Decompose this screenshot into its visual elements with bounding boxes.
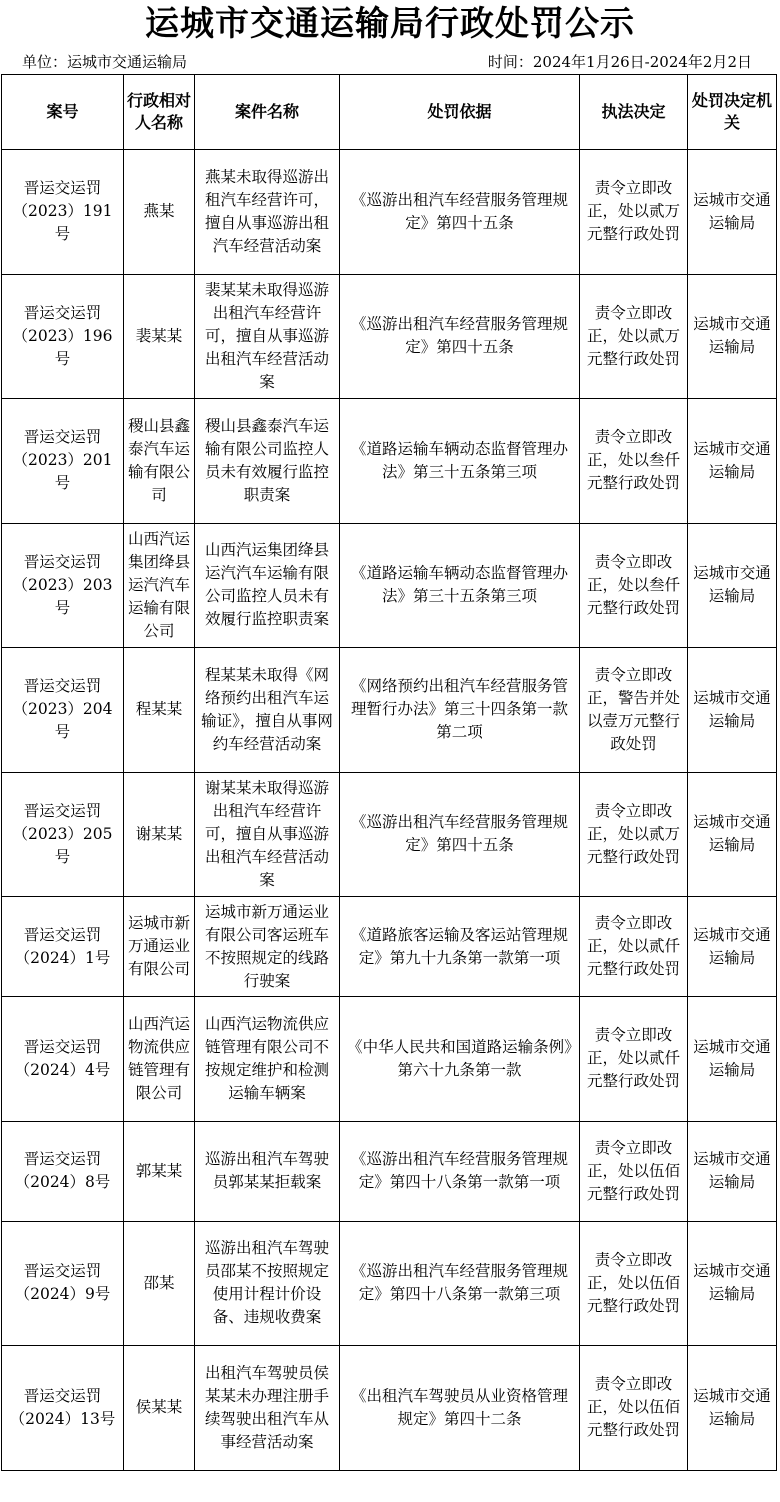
cell-case-name: 运城市新万通运业有限公司客运班车不按照规定的线路行驶案	[195, 897, 340, 997]
cell-case-no: 晋运交运罚（2023）204号	[2, 648, 124, 773]
cell-case-name: 山西汽运集团绛县运汽汽车运输有限公司监控人员未有效履行监控职责案	[195, 523, 340, 648]
cell-party: 程某某	[124, 648, 195, 773]
cell-party: 郭某某	[124, 1121, 195, 1221]
cell-authority: 运城市交通运输局	[688, 648, 777, 773]
cell-case-name: 程某某未取得《网络预约出租汽车运输证》，擅自从事网约车经营活动案	[195, 648, 340, 773]
header-party: 行政相对人名称	[124, 75, 195, 150]
page-title: 运城市交通运输局行政处罚公示	[145, 4, 635, 44]
cell-party: 邵某	[124, 1221, 195, 1346]
cell-case-name: 稷山县鑫泰汽车运输有限公司监控人员未有效履行监控职责案	[195, 399, 340, 524]
table-row	[2, 1346, 777, 1471]
cell-party: 裴某某	[124, 274, 195, 399]
cell-authority: 运城市交通运输局	[688, 997, 777, 1122]
cell-decision: 责令立即改正，处以伍佰元整行政处罚	[580, 1346, 688, 1471]
table-row	[2, 897, 777, 997]
cell-decision: 责令立即改正，警告并处以壹万元整行政处罚	[580, 648, 688, 773]
table-row	[2, 523, 777, 648]
cell-case-no: 晋运交运罚（2023）191号	[2, 150, 124, 275]
cell-decision: 责令立即改正，处以贰万元整行政处罚	[580, 150, 688, 275]
cell-case-no: 晋运交运罚（2024）4号	[2, 997, 124, 1122]
cell-decision: 责令立即改正，处以伍佰元整行政处罚	[580, 1221, 688, 1346]
table-row	[2, 150, 777, 275]
cell-case-name: 出租汽车驾驶员侯某某未办理注册手续驾驶出租汽车从事经营活动案	[195, 1346, 340, 1471]
cell-case-no: 晋运交运罚（2024）8号	[2, 1121, 124, 1221]
cell-party: 山西汽运集团绛县运汽汽车运输有限公司	[124, 523, 195, 648]
cell-decision: 责令立即改正，处以叁仟元整行政处罚	[580, 523, 688, 648]
table-row	[2, 1221, 777, 1346]
cell-party: 侯某某	[124, 1346, 195, 1471]
table-row	[2, 772, 777, 897]
cell-basis: 《中华人民共和国道路运输条例》第六十九条第一款	[340, 997, 580, 1122]
cell-decision: 责令立即改正，处以贰万元整行政处罚	[580, 772, 688, 897]
cell-basis: 《道路旅客运输及客运站管理规定》第九十九条第一款第一项	[340, 897, 580, 997]
cell-basis: 《巡游出租汽车经营服务管理规定》第四十五条	[340, 274, 580, 399]
cell-basis: 《道路运输车辆动态监督管理办法》第三十五条第三项	[340, 399, 580, 524]
cell-basis: 《道路运输车辆动态监督管理办法》第三十五条第三项	[340, 523, 580, 648]
cell-party: 山西汽运物流供应链管理有限公司	[124, 997, 195, 1122]
cell-case-name: 巡游出租汽车驾驶员邵某不按照规定使用计程计价设备、违规收费案	[195, 1221, 340, 1346]
cell-authority: 运城市交通运输局	[688, 523, 777, 648]
cell-basis: 《网络预约出租汽车经营服务管理暂行办法》第三十四条第一款第二项	[340, 648, 580, 773]
unit-label: 单位：运城市交通运输局	[22, 53, 188, 71]
cell-party: 燕某	[124, 150, 195, 275]
header-case-name: 案件名称	[195, 75, 340, 150]
cell-authority: 运城市交通运输局	[688, 897, 777, 997]
header-decision: 执法决定	[580, 75, 688, 150]
cell-decision: 责令立即改正，处以伍佰元整行政处罚	[580, 1121, 688, 1221]
cell-basis: 《出租汽车驾驶员从业资格管理规定》第四十二条	[340, 1346, 580, 1471]
cell-case-name: 燕某未取得巡游出租汽车经营许可，擅自从事巡游出租汽车经营活动案	[195, 150, 340, 275]
cell-case-no: 晋运交运罚（2023）196号	[2, 274, 124, 399]
cell-authority: 运城市交通运输局	[688, 150, 777, 275]
cell-case-name: 山西汽运物流供应链管理有限公司不按规定维护和检测运输车辆案	[195, 997, 340, 1122]
table-row	[2, 648, 777, 773]
cell-case-name: 裴某某未取得巡游出租汽车经营许可，擅自从事巡游出租汽车经营活动案	[195, 274, 340, 399]
header-authority: 处罚决定机关	[688, 75, 777, 150]
cell-case-no: 晋运交运罚（2024）13号	[2, 1346, 124, 1471]
cell-authority: 运城市交通运输局	[688, 772, 777, 897]
cell-decision: 责令立即改正，处以贰仟元整行政处罚	[580, 897, 688, 997]
cell-decision: 责令立即改正，处以贰万元整行政处罚	[580, 274, 688, 399]
cell-case-name: 谢某某未取得巡游出租汽车经营许可，擅自从事巡游出租汽车经营活动案	[195, 772, 340, 897]
cell-authority: 运城市交通运输局	[688, 1346, 777, 1471]
cell-party: 谢某某	[124, 772, 195, 897]
header-case-no: 案号	[2, 75, 124, 150]
cell-authority: 运城市交通运输局	[688, 399, 777, 524]
cell-case-no: 晋运交运罚（2023）201号	[2, 399, 124, 524]
cell-case-name: 巡游出租汽车驾驶员郭某某拒载案	[195, 1121, 340, 1221]
table-row	[2, 1121, 777, 1221]
cell-authority: 运城市交通运输局	[688, 1121, 777, 1221]
table-row	[2, 399, 777, 524]
table-row	[2, 997, 777, 1122]
penalty-table	[1, 74, 777, 1471]
cell-case-no: 晋运交运罚（2024）9号	[2, 1221, 124, 1346]
table-header-row	[2, 75, 777, 150]
cell-authority: 运城市交通运输局	[688, 274, 777, 399]
cell-basis: 《巡游出租汽车经营服务管理规定》第四十五条	[340, 150, 580, 275]
cell-case-no: 晋运交运罚（2023）205号	[2, 772, 124, 897]
cell-case-no: 晋运交运罚（2024）1号	[2, 897, 124, 997]
cell-basis: 《巡游出租汽车经营服务管理规定》第四十八条第一款第三项	[340, 1221, 580, 1346]
cell-authority: 运城市交通运输局	[688, 1221, 777, 1346]
cell-case-no: 晋运交运罚（2023）203号	[2, 523, 124, 648]
time-label: 时间：2024年1月26日-2024年2月2日	[487, 53, 752, 71]
header-basis: 处罚依据	[340, 75, 580, 150]
table-row	[2, 274, 777, 399]
cell-party: 运城市新万通运业有限公司	[124, 897, 195, 997]
cell-party: 稷山县鑫泰汽车运输有限公司	[124, 399, 195, 524]
cell-basis: 《巡游出租汽车经营服务管理规定》第四十八条第一款第一项	[340, 1121, 580, 1221]
cell-decision: 责令立即改正，处以贰仟元整行政处罚	[580, 997, 688, 1122]
cell-basis: 《巡游出租汽车经营服务管理规定》第四十五条	[340, 772, 580, 897]
cell-decision: 责令立即改正，处以叁仟元整行政处罚	[580, 399, 688, 524]
